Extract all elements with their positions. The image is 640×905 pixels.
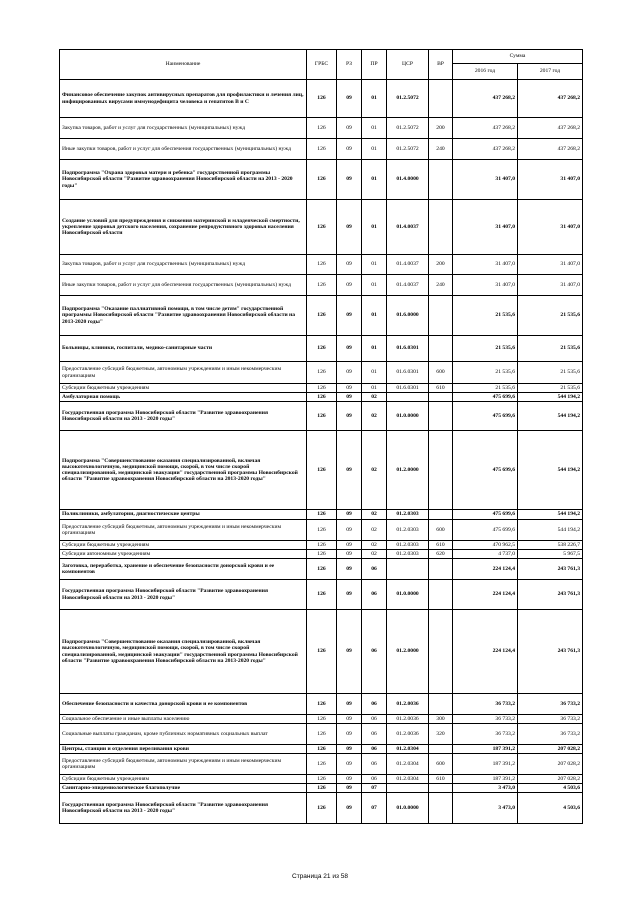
cell-grbs: 126 (307, 200, 337, 255)
cell-pr: 06 (362, 610, 387, 694)
cell-pr: 06 (362, 775, 387, 784)
cell-name: Подпрограмма "Совершенствование оказания специализированной, включая высокотехнологичную, медицинской помощи, скорой, в том числе скорой специализированной, медицинской эвакуации" государственной программы Новосибирской области "Развитие здравоохранения Новосибирской области на 2013-2020 годы" (60, 431, 307, 510)
cell-pr: 06 (362, 559, 387, 580)
cell-sum-2016: 224 124,4 (453, 559, 518, 580)
table-row (60, 200, 583, 255)
cell-grbs: 126 (307, 793, 337, 824)
table-row (60, 745, 583, 754)
cell-name: Больницы, клиники, госпитали, медико-санитарные части (60, 336, 307, 362)
cell-csr: 01.4.0000 (387, 160, 429, 200)
cell-sum-2016: 21 535,6 (453, 296, 518, 336)
cell-grbs: 126 (307, 393, 337, 402)
cell-sum-2017: 36 733,2 (518, 694, 583, 715)
table-row (60, 118, 583, 139)
cell-grbs: 126 (307, 610, 337, 694)
cell-vr (429, 296, 453, 336)
cell-sum-2016: 437 268,2 (453, 118, 518, 139)
cell-vr: 610 (429, 384, 453, 393)
page-number: Страница 21 из 58 (292, 873, 348, 880)
cell-vr (429, 431, 453, 510)
col-header-csr: ЦСР (387, 50, 429, 80)
cell-sum-2016: 475 699,6 (453, 520, 518, 541)
cell-csr: 01.2.0304 (387, 745, 429, 754)
cell-rz: 09 (337, 754, 362, 775)
cell-pr: 01 (362, 200, 387, 255)
cell-rz: 09 (337, 80, 362, 118)
table-row (60, 160, 583, 200)
cell-grbs: 126 (307, 80, 337, 118)
col-header-vr: ВР (429, 50, 453, 80)
cell-name: Создание условий для предупреждения и снижения материнской и младенческой смертности, укрепление здоровья детского населения, сохранение репродуктивного здоровья населения Новосибирской области (60, 200, 307, 255)
cell-grbs: 126 (307, 541, 337, 550)
cell-csr (387, 559, 429, 580)
cell-pr: 01 (362, 362, 387, 384)
cell-sum-2016: 475 699,6 (453, 510, 518, 520)
cell-sum-2016: 475 699,6 (453, 393, 518, 402)
cell-csr: 01.2.0000 (387, 431, 429, 510)
cell-csr: 01.6.0301 (387, 362, 429, 384)
table-body (60, 80, 583, 824)
cell-grbs: 126 (307, 559, 337, 580)
cell-pr: 06 (362, 715, 387, 724)
cell-rz: 09 (337, 775, 362, 784)
table-row (60, 296, 583, 336)
budget-table (59, 49, 583, 824)
cell-pr: 02 (362, 402, 387, 431)
cell-pr: 07 (362, 793, 387, 824)
cell-sum-2016: 31 407,0 (453, 275, 518, 296)
cell-sum-2016: 4 737,0 (453, 550, 518, 559)
cell-pr: 01 (362, 384, 387, 393)
cell-sum-2016: 31 407,0 (453, 255, 518, 275)
table-row (60, 715, 583, 724)
cell-csr: 01.0.0000 (387, 402, 429, 431)
cell-csr: 01.4.0037 (387, 255, 429, 275)
cell-name: Обеспечение безопасности и качества донорской крови и ее компонентов (60, 694, 307, 715)
cell-vr: 200 (429, 255, 453, 275)
cell-sum-2016: 224 124,4 (453, 610, 518, 694)
cell-sum-2016: 475 699,6 (453, 431, 518, 510)
cell-pr: 02 (362, 393, 387, 402)
cell-rz: 09 (337, 431, 362, 510)
cell-rz: 09 (337, 510, 362, 520)
cell-name: Амбулаторная помощь (60, 393, 307, 402)
cell-rz: 09 (337, 550, 362, 559)
cell-rz: 09 (337, 694, 362, 715)
cell-vr (429, 402, 453, 431)
table-row (60, 336, 583, 362)
cell-csr: 01.6.0301 (387, 384, 429, 393)
cell-csr (387, 393, 429, 402)
cell-csr: 01.2.0304 (387, 775, 429, 784)
cell-grbs: 126 (307, 362, 337, 384)
cell-sum-2017: 437 268,2 (518, 139, 583, 160)
cell-name: Финансовое обеспечение закупок антивирусных препаратов для профилактики и лечения лиц, инфицированных вирусами иммунодефицита человека и гепатитов В и С (60, 80, 307, 118)
cell-pr: 06 (362, 694, 387, 715)
cell-pr: 02 (362, 510, 387, 520)
cell-rz: 09 (337, 384, 362, 393)
table-row (60, 393, 583, 402)
cell-rz: 09 (337, 559, 362, 580)
cell-name: Закупка товаров, работ и услуг для государственных (муниципальных) нужд (60, 118, 307, 139)
cell-sum-2016: 3 473,0 (453, 784, 518, 793)
cell-sum-2016: 36 733,2 (453, 694, 518, 715)
table-row (60, 754, 583, 775)
cell-grbs: 126 (307, 550, 337, 559)
cell-name: Государственная программа Новосибирской области "Развитие здравоохранения Новосибирской области на 2013 - 2020 годы" (60, 580, 307, 610)
cell-name: Государственная программа Новосибирской области "Развитие здравоохранения Новосибирской области на 2013 - 2020 годы" (60, 402, 307, 431)
cell-name: Предоставление субсидий бюджетным, автономным учреждениям и иным некоммерческим организациям (60, 754, 307, 775)
cell-pr: 06 (362, 754, 387, 775)
col-header-2016: 2016 год (453, 64, 518, 80)
cell-csr: 01.4.0037 (387, 200, 429, 255)
cell-sum-2017: 31 407,0 (518, 275, 583, 296)
cell-pr: 02 (362, 520, 387, 541)
header-row-1 (60, 50, 583, 64)
cell-pr: 06 (362, 745, 387, 754)
cell-pr: 01 (362, 139, 387, 160)
cell-sum-2017: 21 535,6 (518, 362, 583, 384)
cell-name: Заготовка, переработка, хранение и обеспечение безопасности донорской крови и ее компонентов (60, 559, 307, 580)
cell-sum-2017: 36 733,2 (518, 715, 583, 724)
cell-rz: 09 (337, 784, 362, 793)
cell-name: Поликлиники, амбулатории, диагностические центры (60, 510, 307, 520)
cell-sum-2017: 207 028,2 (518, 754, 583, 775)
cell-vr (429, 80, 453, 118)
cell-vr: 600 (429, 754, 453, 775)
cell-sum-2016: 36 733,2 (453, 724, 518, 745)
cell-vr: 610 (429, 541, 453, 550)
cell-sum-2017: 207 028,2 (518, 775, 583, 784)
cell-vr: 240 (429, 139, 453, 160)
cell-sum-2016: 31 407,0 (453, 200, 518, 255)
cell-grbs: 126 (307, 745, 337, 754)
cell-csr: 01.0.0000 (387, 793, 429, 824)
cell-grbs: 126 (307, 384, 337, 393)
cell-pr: 01 (362, 296, 387, 336)
cell-sum-2017: 4 503,6 (518, 784, 583, 793)
cell-vr: 320 (429, 724, 453, 745)
cell-rz: 09 (337, 296, 362, 336)
table-row (60, 550, 583, 559)
cell-name: Предоставление субсидий бюджетным, автономным учреждениям и иным некоммерческим организациям (60, 362, 307, 384)
cell-grbs: 126 (307, 118, 337, 139)
cell-sum-2017: 31 407,0 (518, 200, 583, 255)
cell-sum-2017: 544 194,2 (518, 510, 583, 520)
cell-vr (429, 160, 453, 200)
cell-csr: 01.2.5072 (387, 139, 429, 160)
cell-pr: 01 (362, 275, 387, 296)
cell-pr: 07 (362, 784, 387, 793)
cell-csr (387, 784, 429, 793)
cell-name: Иные закупки товаров, работ и услуг для обеспечения государственных (муниципальных) нужд (60, 275, 307, 296)
cell-csr: 01.2.0303 (387, 510, 429, 520)
cell-grbs: 126 (307, 255, 337, 275)
cell-sum-2016: 224 124,4 (453, 580, 518, 610)
cell-csr: 01.2.0036 (387, 694, 429, 715)
cell-rz: 09 (337, 610, 362, 694)
cell-csr: 01.6.0301 (387, 336, 429, 362)
cell-csr: 01.2.0303 (387, 541, 429, 550)
cell-sum-2016: 475 699,6 (453, 402, 518, 431)
cell-sum-2016: 470 962,5 (453, 541, 518, 550)
cell-sum-2017: 31 407,0 (518, 255, 583, 275)
cell-name: Субсидии бюджетным учреждениям (60, 775, 307, 784)
cell-rz: 09 (337, 393, 362, 402)
cell-rz: 09 (337, 715, 362, 724)
cell-sum-2017: 437 268,2 (518, 118, 583, 139)
cell-sum-2017: 437 268,2 (518, 80, 583, 118)
cell-grbs: 126 (307, 754, 337, 775)
cell-vr: 200 (429, 118, 453, 139)
cell-csr: 01.2.5072 (387, 80, 429, 118)
cell-csr: 01.4.0037 (387, 275, 429, 296)
cell-name: Санитарно-эпидемиологическое благополучие (60, 784, 307, 793)
cell-sum-2017: 538 226,7 (518, 541, 583, 550)
cell-vr (429, 200, 453, 255)
cell-grbs: 126 (307, 275, 337, 296)
cell-sum-2016: 36 733,2 (453, 715, 518, 724)
cell-name: Социальные выплаты гражданам, кроме публичных нормативных социальных выплат (60, 724, 307, 745)
cell-grbs: 126 (307, 402, 337, 431)
cell-sum-2017: 21 535,6 (518, 384, 583, 393)
cell-pr: 02 (362, 550, 387, 559)
cell-pr: 02 (362, 541, 387, 550)
cell-grbs: 126 (307, 296, 337, 336)
table-row (60, 559, 583, 580)
cell-name: Подпрограмма "Оказание паллиативной помощи, в том числе детям" государственной программы Новосибирской области "Развитие здравоохранения Новосибирской области на 2013-2020 годы" (60, 296, 307, 336)
cell-grbs: 126 (307, 724, 337, 745)
table-row (60, 255, 583, 275)
cell-csr: 01.2.0036 (387, 724, 429, 745)
cell-sum-2016: 437 268,2 (453, 139, 518, 160)
table-row (60, 580, 583, 610)
cell-sum-2017: 544 194,2 (518, 402, 583, 431)
cell-rz: 09 (337, 255, 362, 275)
cell-csr: 01.2.0000 (387, 610, 429, 694)
cell-csr: 01.2.0303 (387, 550, 429, 559)
cell-rz: 09 (337, 402, 362, 431)
col-header-sum: Сумма (453, 50, 583, 64)
cell-grbs: 126 (307, 336, 337, 362)
cell-sum-2017: 21 535,6 (518, 296, 583, 336)
budget-sheet (59, 49, 582, 824)
cell-sum-2016: 21 535,6 (453, 362, 518, 384)
cell-grbs: 126 (307, 139, 337, 160)
cell-vr (429, 793, 453, 824)
cell-vr (429, 580, 453, 610)
cell-sum-2017: 4 503,6 (518, 793, 583, 824)
cell-pr: 01 (362, 80, 387, 118)
table-row (60, 610, 583, 694)
table-row (60, 694, 583, 715)
cell-vr (429, 393, 453, 402)
cell-rz: 09 (337, 200, 362, 255)
cell-rz: 09 (337, 362, 362, 384)
cell-sum-2017: 544 194,2 (518, 520, 583, 541)
cell-sum-2016: 21 535,6 (453, 336, 518, 362)
cell-grbs: 126 (307, 510, 337, 520)
table-row (60, 520, 583, 541)
cell-sum-2017: 31 407,0 (518, 160, 583, 200)
cell-name: Центры, станции и отделения переливания крови (60, 745, 307, 754)
table-row (60, 793, 583, 824)
cell-rz: 09 (337, 580, 362, 610)
cell-grbs: 126 (307, 160, 337, 200)
cell-grbs: 126 (307, 715, 337, 724)
cell-rz: 09 (337, 793, 362, 824)
cell-pr: 01 (362, 255, 387, 275)
cell-rz: 09 (337, 541, 362, 550)
cell-sum-2017: 207 028,2 (518, 745, 583, 754)
cell-csr: 01.0.0000 (387, 580, 429, 610)
cell-pr: 01 (362, 160, 387, 200)
table-row (60, 510, 583, 520)
cell-name: Подпрограмма "Охрана здоровья матери и ребенка" государственной программы Новосибирской области "Развитие здравоохранения Новосибирской области на 2013 - 2020 годы" (60, 160, 307, 200)
cell-name: Социальное обеспечение и иные выплаты населению (60, 715, 307, 724)
cell-name: Государственная программа Новосибирской области "Развитие здравоохранения Новосибирской области на 2013 - 2020 годы" (60, 793, 307, 824)
cell-sum-2016: 437 268,2 (453, 80, 518, 118)
cell-rz: 09 (337, 118, 362, 139)
cell-name: Предоставление субсидий бюджетным, автономным учреждениям и иным некоммерческим организациям (60, 520, 307, 541)
cell-vr: 600 (429, 520, 453, 541)
cell-pr: 01 (362, 336, 387, 362)
table-row (60, 80, 583, 118)
cell-name: Закупка товаров, работ и услуг для государственных (муниципальных) нужд (60, 255, 307, 275)
cell-rz: 09 (337, 160, 362, 200)
cell-rz: 09 (337, 139, 362, 160)
cell-rz: 09 (337, 275, 362, 296)
cell-rz: 09 (337, 745, 362, 754)
table-row (60, 275, 583, 296)
table-row (60, 139, 583, 160)
col-header-name: Наименование (60, 50, 307, 80)
cell-rz: 09 (337, 520, 362, 541)
table-row (60, 431, 583, 510)
cell-sum-2017: 36 733,2 (518, 724, 583, 745)
cell-vr (429, 336, 453, 362)
cell-sum-2016: 187 391,2 (453, 754, 518, 775)
cell-pr: 01 (362, 118, 387, 139)
cell-rz: 09 (337, 724, 362, 745)
table-row (60, 384, 583, 393)
cell-grbs: 126 (307, 694, 337, 715)
cell-sum-2016: 31 407,0 (453, 160, 518, 200)
cell-vr (429, 784, 453, 793)
cell-grbs: 126 (307, 431, 337, 510)
col-header-pr: ПР (362, 50, 387, 80)
cell-name: Подпрограмма "Совершенствование оказания специализированной, включая высокотехнологичную, медицинской помощи, скорой, в том числе скорой специализированной, медицинской эвакуации" государственной программы Новосибирской области "Развитие здравоохранения Новосибирской области на 2013-2020 годы" (60, 610, 307, 694)
table-row (60, 775, 583, 784)
cell-sum-2017: 5 967,5 (518, 550, 583, 559)
cell-vr: 610 (429, 775, 453, 784)
cell-vr (429, 510, 453, 520)
cell-vr: 600 (429, 362, 453, 384)
cell-rz: 09 (337, 336, 362, 362)
cell-vr (429, 694, 453, 715)
cell-sum-2017: 544 194,2 (518, 393, 583, 402)
cell-name: Иные закупки товаров, работ и услуг для обеспечения государственных (муниципальных) нужд (60, 139, 307, 160)
cell-sum-2017: 243 761,3 (518, 559, 583, 580)
cell-sum-2016: 3 473,0 (453, 793, 518, 824)
cell-vr (429, 610, 453, 694)
cell-csr: 01.2.5072 (387, 118, 429, 139)
cell-pr: 06 (362, 724, 387, 745)
col-header-grbs: ГРБС (307, 50, 337, 80)
table-row (60, 724, 583, 745)
col-header-rz: РЗ (337, 50, 362, 80)
cell-pr: 02 (362, 431, 387, 510)
cell-csr: 01.2.0303 (387, 520, 429, 541)
col-header-2017: 2017 год (518, 64, 583, 80)
cell-sum-2016: 21 535,6 (453, 384, 518, 393)
cell-grbs: 126 (307, 784, 337, 793)
table-row (60, 784, 583, 793)
cell-vr (429, 559, 453, 580)
cell-sum-2017: 544 194,2 (518, 431, 583, 510)
cell-vr (429, 745, 453, 754)
table-row (60, 402, 583, 431)
cell-vr: 240 (429, 275, 453, 296)
cell-sum-2017: 243 761,3 (518, 610, 583, 694)
cell-grbs: 126 (307, 775, 337, 784)
cell-grbs: 126 (307, 580, 337, 610)
cell-csr: 01.2.0304 (387, 754, 429, 775)
table-row (60, 541, 583, 550)
table-row (60, 362, 583, 384)
cell-sum-2017: 243 761,3 (518, 580, 583, 610)
cell-csr: 01.6.0000 (387, 296, 429, 336)
cell-name: Субсидии автономным учреждениям (60, 550, 307, 559)
cell-csr: 01.2.0036 (387, 715, 429, 724)
cell-pr: 06 (362, 580, 387, 610)
cell-grbs: 126 (307, 520, 337, 541)
cell-name: Субсидии бюджетным учреждениям (60, 384, 307, 393)
cell-sum-2016: 187 391,2 (453, 775, 518, 784)
cell-vr: 300 (429, 715, 453, 724)
cell-name: Субсидии бюджетным учреждениям (60, 541, 307, 550)
cell-sum-2017: 21 535,6 (518, 336, 583, 362)
cell-sum-2016: 187 391,2 (453, 745, 518, 754)
cell-vr: 620 (429, 550, 453, 559)
